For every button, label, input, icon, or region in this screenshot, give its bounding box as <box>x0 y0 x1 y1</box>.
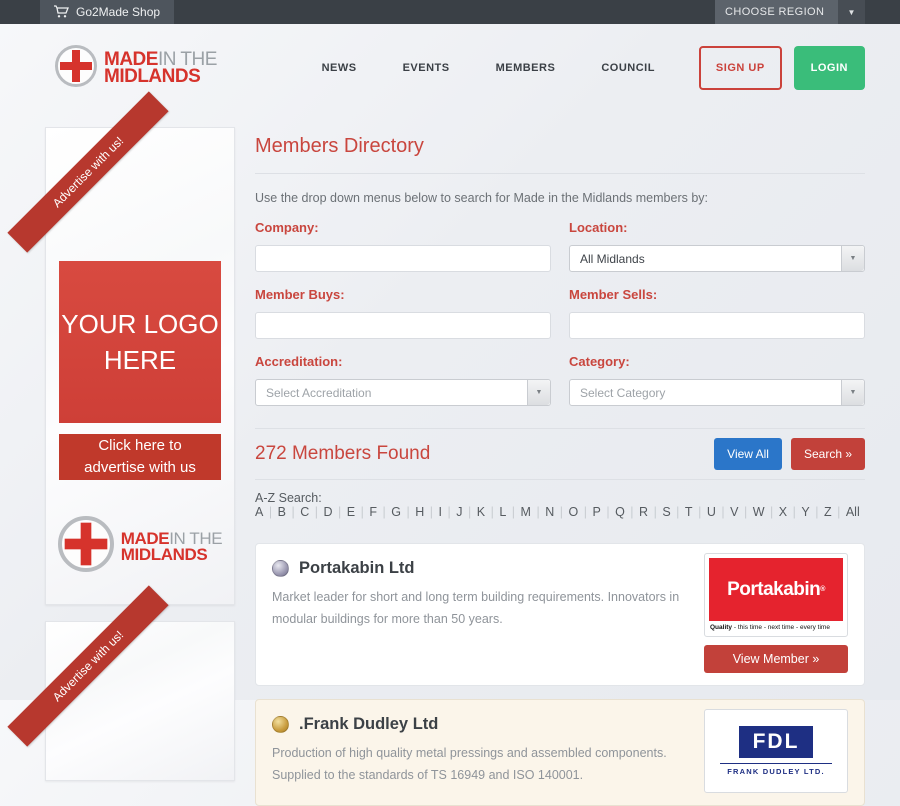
site-logo-text <box>104 48 217 87</box>
member-card-portakabin <box>255 543 865 686</box>
az-letter-a[interactable]: A <box>255 505 264 519</box>
az-letter-j[interactable]: J <box>456 505 463 519</box>
location-label: Location: <box>569 220 628 235</box>
az-letter-r[interactable]: R <box>639 505 649 519</box>
portakabin-logo-mark <box>709 558 843 621</box>
az-separator: | <box>606 505 610 519</box>
member-name[interactable]: Portakabin Ltd <box>299 559 415 577</box>
az-separator: | <box>338 505 342 519</box>
shop-tab[interactable] <box>40 0 174 24</box>
england-cross-icon <box>58 516 114 577</box>
az-search-label: A-Z Search: <box>255 491 322 505</box>
category-label: Category: <box>569 354 630 369</box>
view-all-button[interactable]: View All <box>714 438 782 470</box>
member-info <box>272 553 704 673</box>
site-header <box>0 24 900 112</box>
view-member-button[interactable]: View Member » <box>704 645 848 673</box>
az-letter-p[interactable]: P <box>592 505 601 519</box>
az-letter-n[interactable]: N <box>545 505 555 519</box>
sidebar <box>45 127 235 781</box>
fdl-logo-divider <box>720 763 832 764</box>
search-button[interactable]: Search » <box>791 438 865 470</box>
sidebar-brand-logo <box>46 516 234 577</box>
az-separator: | <box>268 505 273 519</box>
cart-icon <box>54 6 68 18</box>
results-bar <box>255 429 865 479</box>
advert-card[interactable] <box>45 127 235 605</box>
az-letter-y[interactable]: Y <box>801 505 810 519</box>
az-letter-q[interactable]: Q <box>615 505 625 519</box>
az-separator: | <box>536 505 540 519</box>
az-letter-u[interactable]: U <box>706 505 716 519</box>
logo-word-made: MADE <box>104 48 158 70</box>
az-letter-h[interactable]: H <box>415 505 425 519</box>
az-separator: | <box>429 505 433 519</box>
fdl-logo-mark: FDL <box>739 726 814 758</box>
chevron-down-icon: ▼ <box>527 380 550 405</box>
logo-word-inthe: IN THE <box>169 528 223 548</box>
page-title: Members Directory <box>255 135 424 157</box>
site-logo[interactable] <box>55 45 217 92</box>
advert-card-secondary[interactable] <box>45 621 235 781</box>
choose-region-dropdown[interactable] <box>715 0 865 24</box>
location-select[interactable] <box>569 245 865 272</box>
az-letter-x[interactable]: X <box>778 505 788 519</box>
logo-word-midlands: MIDLANDS <box>120 544 208 564</box>
member-description: Production of high quality metal pressings and assembled components. Supplied to the standards of TS 16949 and ISO 140001. <box>272 746 667 782</box>
az-separator: | <box>467 505 472 519</box>
az-separator: | <box>291 505 295 519</box>
location-field-group <box>569 205 865 272</box>
england-cross-icon <box>55 45 97 92</box>
sign-up-button[interactable]: SIGN UP <box>699 46 782 90</box>
member-sells-input[interactable] <box>569 312 865 339</box>
member-buys-label: Member Buys: <box>255 287 345 302</box>
az-separator: | <box>721 505 725 519</box>
az-letter-t[interactable]: T <box>684 505 693 519</box>
chevron-down-icon: ▼ <box>838 0 865 24</box>
az-separator: | <box>447 505 451 519</box>
az-letter-all[interactable]: All <box>845 505 860 519</box>
az-separator: | <box>314 505 318 519</box>
az-separator: | <box>630 505 634 519</box>
member-logo-fdl[interactable] <box>704 709 848 793</box>
az-letter-z[interactable]: Z <box>823 505 832 519</box>
az-letter-e[interactable]: E <box>346 505 356 519</box>
login-button[interactable]: LOGIN <box>794 46 865 90</box>
az-letter-o[interactable]: O <box>568 505 579 519</box>
nav-item-news[interactable]: NEWS <box>321 62 357 74</box>
top-bar <box>0 0 900 24</box>
advertise-ribbon[interactable]: Advertise with us! <box>7 91 168 252</box>
member-buys-field-group <box>255 272 551 339</box>
az-separator: | <box>490 505 494 519</box>
az-letter-s[interactable]: S <box>662 505 671 519</box>
fdl-company-name: FRANK DUDLEY LTD. <box>727 767 825 776</box>
nav-item-events[interactable]: EVENTS <box>402 62 450 74</box>
az-separator: | <box>382 505 386 519</box>
az-separator: | <box>583 505 587 519</box>
az-separator: | <box>653 505 657 519</box>
your-logo-placeholder[interactable]: YOUR LOGO HERE <box>59 261 221 423</box>
az-letter-c[interactable]: C <box>300 505 310 519</box>
silver-member-badge-icon <box>272 560 289 577</box>
az-letter-i[interactable]: I <box>438 505 442 519</box>
az-letter-d[interactable]: D <box>323 505 333 519</box>
az-separator: | <box>559 505 563 519</box>
az-separator: | <box>837 505 841 519</box>
az-separator: | <box>698 505 702 519</box>
category-placeholder: Select Category <box>580 385 666 400</box>
az-letter-v[interactable]: V <box>730 505 739 519</box>
az-search-bar <box>255 480 865 530</box>
member-card-frank-dudley <box>255 699 865 806</box>
portakabin-tagline <box>709 621 843 632</box>
chevron-down-icon: ▼ <box>841 380 864 405</box>
registered-mark: ® <box>820 586 825 593</box>
az-letter-k[interactable]: K <box>476 505 486 519</box>
az-separator: | <box>360 505 364 519</box>
tagline-bold: Quality <box>710 624 733 631</box>
location-selected-value: All Midlands <box>580 251 645 266</box>
member-name[interactable]: .Frank Dudley Ltd <box>299 715 439 733</box>
az-letter-g[interactable]: G <box>391 505 401 519</box>
search-form <box>255 205 865 406</box>
company-field-group <box>255 205 551 272</box>
nav-item-council[interactable]: COUNCIL <box>601 62 655 74</box>
az-separator: | <box>770 505 774 519</box>
logo-word-made: MADE <box>120 528 170 548</box>
member-side <box>704 553 848 673</box>
member-sells-field-group <box>569 272 865 339</box>
members-directory <box>255 127 865 806</box>
category-select[interactable] <box>569 379 865 406</box>
advertise-ribbon[interactable]: Advertise with us! <box>7 585 168 746</box>
accreditation-label: Accreditation: <box>255 354 343 369</box>
main-nav <box>322 62 655 74</box>
member-side <box>704 709 848 793</box>
company-input[interactable] <box>255 245 551 272</box>
portakabin-logo-text: Portakabin <box>727 578 821 600</box>
logo-word-midlands: MIDLANDS <box>104 66 201 87</box>
member-description: Market leader for short and long term building requirements. Innovators in modular buildings for more than 50 years. <box>272 590 680 626</box>
az-letter-l[interactable]: L <box>499 505 507 519</box>
accreditation-placeholder: Select Accreditation <box>266 385 372 400</box>
az-separator: | <box>743 505 748 519</box>
member-logo-portakabin[interactable] <box>704 553 848 637</box>
member-sells-label: Member Sells: <box>569 287 658 302</box>
advertise-link-button[interactable]: Click here to advertise with us <box>59 434 221 480</box>
intro-text: Use the drop down menus below to search for Made in the Midlands members by: <box>255 191 709 205</box>
logo-word-inthe: IN THE <box>157 48 217 70</box>
members-found-count: 272 Members Found <box>255 443 431 464</box>
az-letter-f[interactable]: F <box>369 505 377 519</box>
divider <box>255 173 865 174</box>
nav-item-members[interactable]: MEMBERS <box>495 62 556 74</box>
tagline-rest: - this time - next time - every time <box>732 624 830 631</box>
az-letter-w[interactable]: W <box>752 505 765 519</box>
member-title-row <box>272 715 688 734</box>
sidebar-logo-text <box>120 528 223 564</box>
member-buys-input[interactable] <box>255 312 551 339</box>
az-separator: | <box>676 505 680 519</box>
member-title-row <box>272 559 688 578</box>
member-info <box>272 709 704 793</box>
company-label: Company: <box>255 220 319 235</box>
category-field-group <box>569 339 865 406</box>
choose-region-label: CHOOSE REGION <box>725 6 825 18</box>
accreditation-field-group <box>255 339 551 406</box>
az-separator: | <box>511 505 516 519</box>
chevron-down-icon: ▼ <box>841 246 864 271</box>
az-separator: | <box>406 505 410 519</box>
az-letter-b[interactable]: B <box>277 505 286 519</box>
az-separator: | <box>815 505 819 519</box>
az-letters <box>255 505 860 519</box>
content-area <box>0 112 900 806</box>
az-separator: | <box>792 505 796 519</box>
az-letter-m[interactable]: M <box>520 505 531 519</box>
accreditation-select[interactable] <box>255 379 551 406</box>
shop-tab-label: Go2Made Shop <box>76 5 161 19</box>
gold-member-badge-icon <box>272 716 289 733</box>
